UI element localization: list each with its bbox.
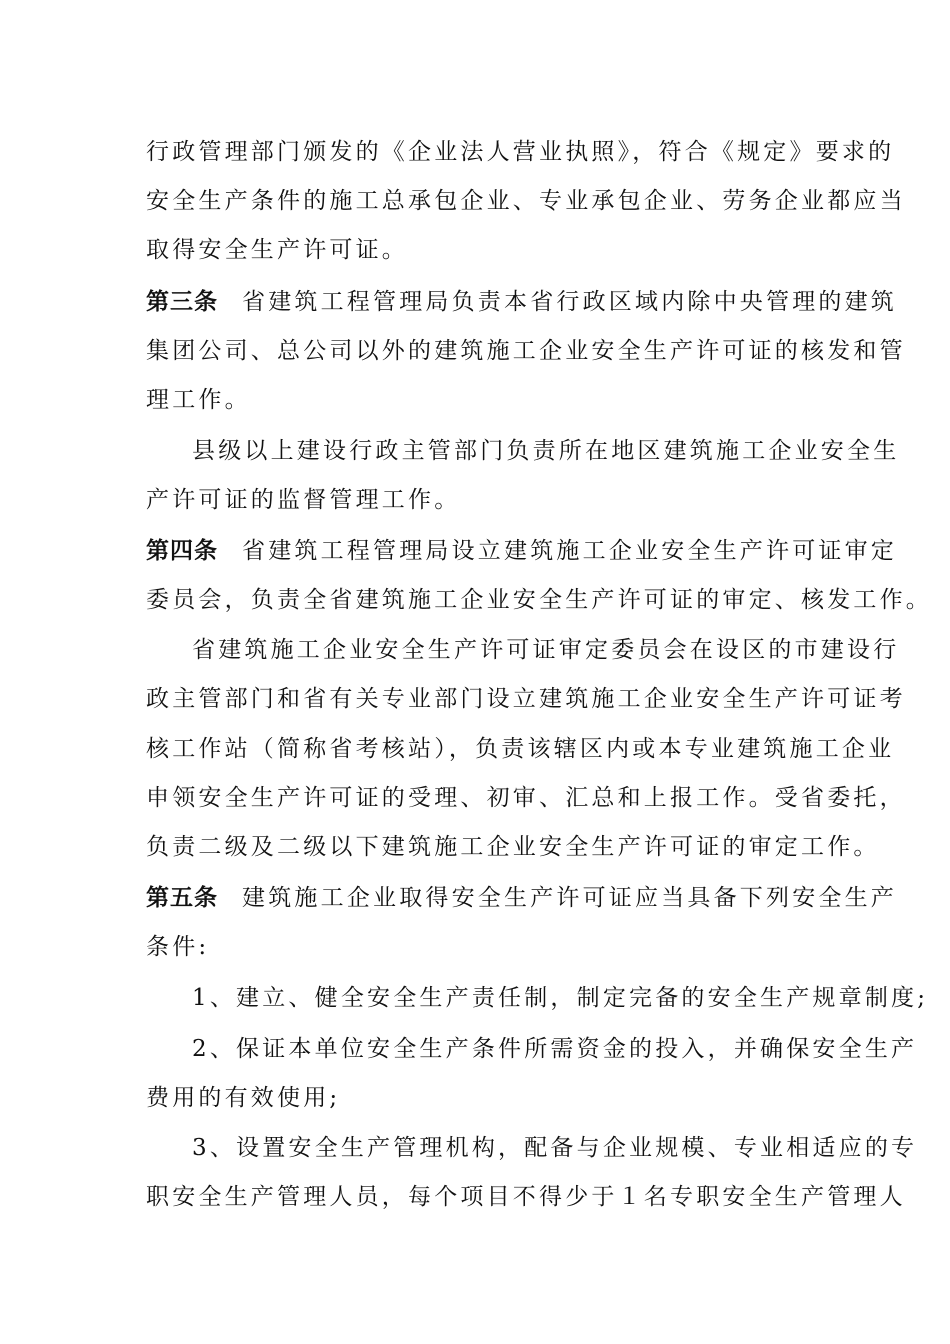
article-heading: 第三条	[146, 289, 218, 315]
article-heading: 第四条	[146, 538, 218, 564]
text-line: 政主管部门和省有关专业部门设立建筑施工企业安全生产许可证考	[146, 686, 906, 712]
text-line: 省建筑施工企业安全生产许可证审定委员会在设区的市建设行	[192, 637, 900, 663]
text-line: 集团公司、总公司以外的建筑施工企业安全生产许可证的核发和管	[146, 338, 906, 364]
text-line: 县级以上建设行政主管部门负责所在地区建筑施工企业安全生	[192, 438, 900, 464]
text-line: 行政管理部门颁发的《企业法人营业执照》，符合《规定》要求的	[146, 139, 895, 165]
text-line: 取得安全生产许可证。	[146, 237, 408, 263]
text-line: 负责二级及二级以下建筑施工企业安全生产许可证的审定工作。	[146, 834, 880, 860]
text-line: 安全生产条件的施工总承包企业、专业承包企业、劳务企业都应当	[146, 188, 906, 214]
text-line: 理工作。	[146, 387, 251, 413]
article-4-line: 第四条 省建筑工程管理局设立建筑施工企业安全生产许可证审定	[146, 538, 897, 564]
article-5-line: 第五条 建筑施工企业取得安全生产许可证应当具备下列安全生产	[146, 885, 897, 911]
article-3-line: 第三条 省建筑工程管理局负责本省行政区域内除中央管理的建筑	[146, 289, 897, 315]
text-line: 核工作站（简称省考核站），负责该辖区内或本专业建筑施工企业	[146, 736, 895, 762]
text-line: 申领安全生产许可证的受理、初审、汇总和上报工作。受省委托，	[146, 785, 906, 811]
text-line: 费用的有效使用;	[146, 1085, 341, 1111]
text-line: 条件:	[146, 934, 210, 960]
article-heading: 第五条	[146, 885, 218, 911]
text-line: 委员会，负责全省建筑施工企业安全生产许可证的审定、核发工作。	[146, 587, 932, 613]
list-item: 1、建立、健全安全生产责任制，制定完备的安全生产规章制度;	[192, 985, 929, 1011]
text-line: 职安全生产管理人员，每个项目不得少于１名专职安全生产管理人	[146, 1184, 906, 1210]
text-line: 产许可证的监督管理工作。	[146, 487, 461, 513]
list-item: 3、设置安全生产管理机构，配备与企业规模、专业相适应的专	[192, 1135, 918, 1161]
list-item: 2、保证本单位安全生产条件所需资金的投入，并确保安全生产	[192, 1036, 918, 1062]
